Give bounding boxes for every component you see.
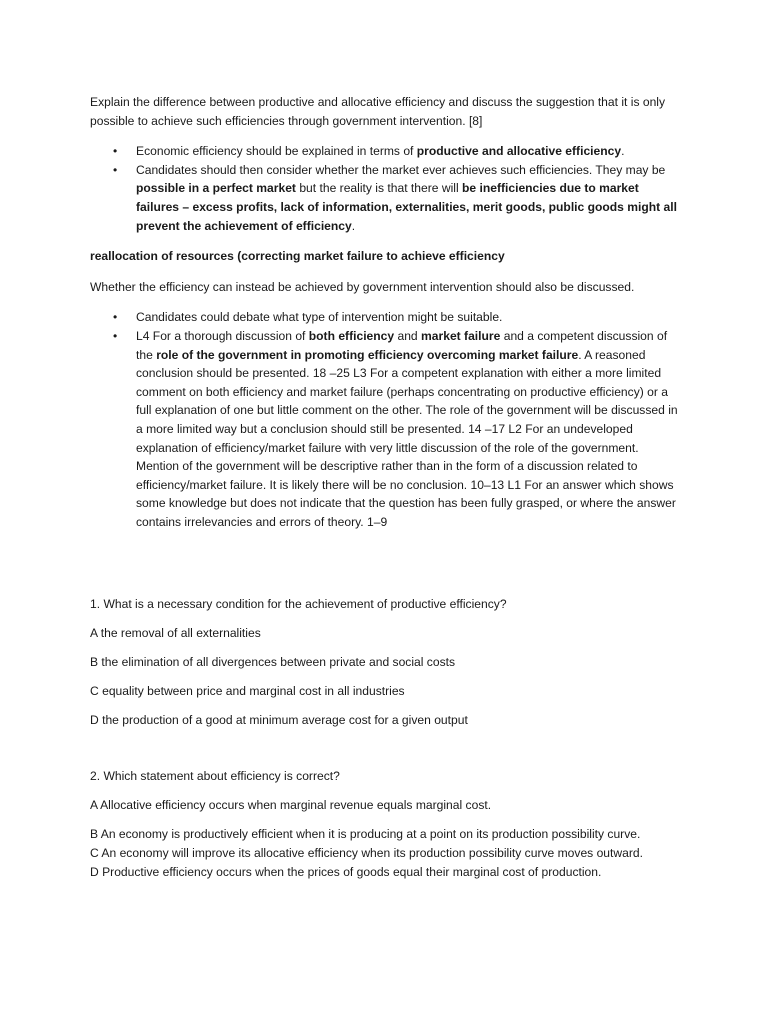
question-1-option-a: A the removal of all externalities (90, 626, 261, 641)
bullet-icon: • (113, 328, 118, 343)
question-2-option-b: B An economy is productively efficient when it is producing at a point on its production possibility curve. (90, 827, 641, 842)
bullet-text: Economic efficiency should be explained in terms of (136, 144, 417, 159)
question-1-option-c: C equality between price and marginal cost in all industries (90, 684, 405, 699)
question-2-option-a: A Allocative efficiency occurs when marginal revenue equals marginal cost. (90, 798, 492, 813)
bullet-text: but the reality is that there will (295, 181, 462, 196)
bullet-text: Candidates should then consider whether the market ever achieves such efficiencies. They may be (136, 162, 666, 177)
bullet-bold-text: productive and allocative efficiency (416, 144, 622, 159)
question-2-stem: 2. Which statement about efficiency is correct? (90, 769, 340, 784)
essay-question: Explain the difference between productive and allocative efficiency and discuss the suggestion that it is only possible to achieve such efficiencies through government intervention. [8] (90, 95, 666, 128)
question-2 (90, 767, 680, 881)
question-1-option-d: D the production of a good at minimum average cost for a given output (90, 713, 468, 728)
question-1-option-b: B the elimination of all divergences between private and social costs (90, 655, 456, 670)
bullet-text: Candidates could debate what type of intervention might be suitable. (136, 310, 503, 325)
question-1 (90, 595, 680, 730)
bullet-bold-text: market failure (421, 328, 501, 343)
bullet-bold-text: role of the government in promoting efficiency overcoming market failure (156, 347, 579, 362)
document-page (90, 93, 680, 881)
government-paragraph: Whether the efficiency can instead be achieved by government intervention should also be discussed. (90, 279, 635, 294)
bullet-text: and a competent discussion of the (136, 328, 668, 362)
question-2-option-c: C An economy will improve its allocative efficiency when its production possibility curve moves outward. (90, 845, 643, 860)
bullet-text: L4 For a thorough discussion of (136, 328, 309, 343)
bullet-icon: • (113, 144, 118, 159)
bullet-item (90, 161, 680, 235)
question-2-option-d: D Productive efficiency occurs when the prices of goods equal their marginal cost of production. (90, 864, 602, 879)
reallocation-heading: reallocation of resources (correcting market failure to achieve efficiency (90, 249, 505, 264)
spacer (90, 543, 680, 595)
bullet-bold-text: be inefficiencies due to market failures – excess profits, lack of information, externalities, merit goods, public goods might all prevent the achievement of efficiency (136, 181, 677, 233)
bullet-icon: • (113, 162, 118, 177)
marking-bullets-efficiency (90, 142, 680, 235)
bullet-item (90, 308, 680, 327)
bullet-item (90, 142, 680, 161)
bullet-text: . (621, 144, 625, 159)
spacer (90, 740, 680, 767)
bullet-icon: • (113, 310, 118, 325)
bullet-text: and (394, 328, 422, 343)
bullet-bold-text: possible in a perfect market (136, 181, 296, 196)
bullet-text: . (351, 218, 356, 233)
bullet-bold-text: both efficiency (308, 328, 395, 343)
bullet-item (90, 327, 680, 532)
marking-bullets-levels (90, 308, 680, 531)
bullet-text: . A reasoned conclusion should be presented. 18 –25 L3 For a competent explanation with either a more limited comment on both efficiency and market failure (perhaps concentrating on productive efficiency) or a full explanation of one but little comment on the other. The role of the government will be discussed in a more limited way but a conclusion should still be presented. 14 –17 L2 For an undeveloped explanation of efficiency/market failure with very little discussion of the role of the government. Mention of the government will be descriptive rather than in the form of a discussion related to efficiency/market failure. It is likely there will be no conclusion. 10–13 L1 For an answer which shows some knowledge but does not indicate that the question has been fully grasped, or where the answer contains irrelevancies and errors of theory. 1–9 (136, 347, 678, 529)
question-1-stem: 1. What is a necessary condition for the achievement of productive efficiency? (90, 597, 507, 612)
